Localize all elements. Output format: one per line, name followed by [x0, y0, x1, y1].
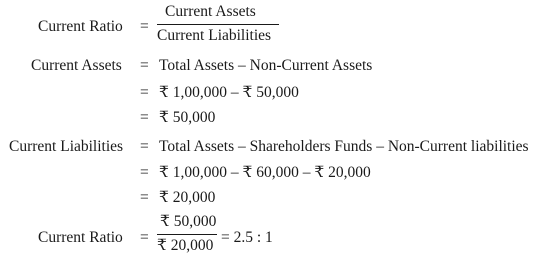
current-liabilities-result: ₹ 20,000	[159, 189, 216, 206]
fraction-denominator: ₹ 20,000	[157, 237, 214, 254]
fraction-denominator: Current Liabilities	[157, 27, 272, 44]
fraction-numerator: Current Assets	[165, 3, 256, 20]
equals-sign: =	[140, 18, 149, 35]
equals-sign: =	[140, 189, 149, 206]
current-ratio-result: = 2.5 : 1	[221, 229, 273, 246]
equals-sign: =	[140, 109, 149, 126]
current-assets-formula: Total Assets – Non-Current Assets	[159, 57, 373, 74]
current-assets-result: ₹ 50,000	[159, 109, 216, 126]
fraction-numerator: ₹ 50,000	[160, 213, 217, 230]
current-liabilities-formula: Total Assets – Shareholders Funds – Non-Current liabilities	[159, 138, 529, 155]
current-liabilities-calculation: ₹ 1,00,000 – ₹ 60,000 – ₹ 20,000	[159, 164, 371, 181]
current-liabilities-label: Current Liabilities	[9, 138, 124, 155]
equals-sign: =	[140, 57, 149, 74]
current-assets-label: Current Assets	[31, 57, 122, 74]
current-ratio-label: Current Ratio	[38, 18, 123, 35]
equals-sign: =	[140, 138, 149, 155]
equals-sign: =	[140, 164, 149, 181]
equals-sign: =	[140, 84, 149, 101]
equals-sign: =	[140, 229, 149, 246]
current-assets-calculation: ₹ 1,00,000 – ₹ 50,000	[159, 84, 299, 101]
current-ratio-label: Current Ratio	[38, 229, 123, 246]
fraction-bar	[157, 24, 279, 25]
fraction-bar	[157, 234, 217, 235]
